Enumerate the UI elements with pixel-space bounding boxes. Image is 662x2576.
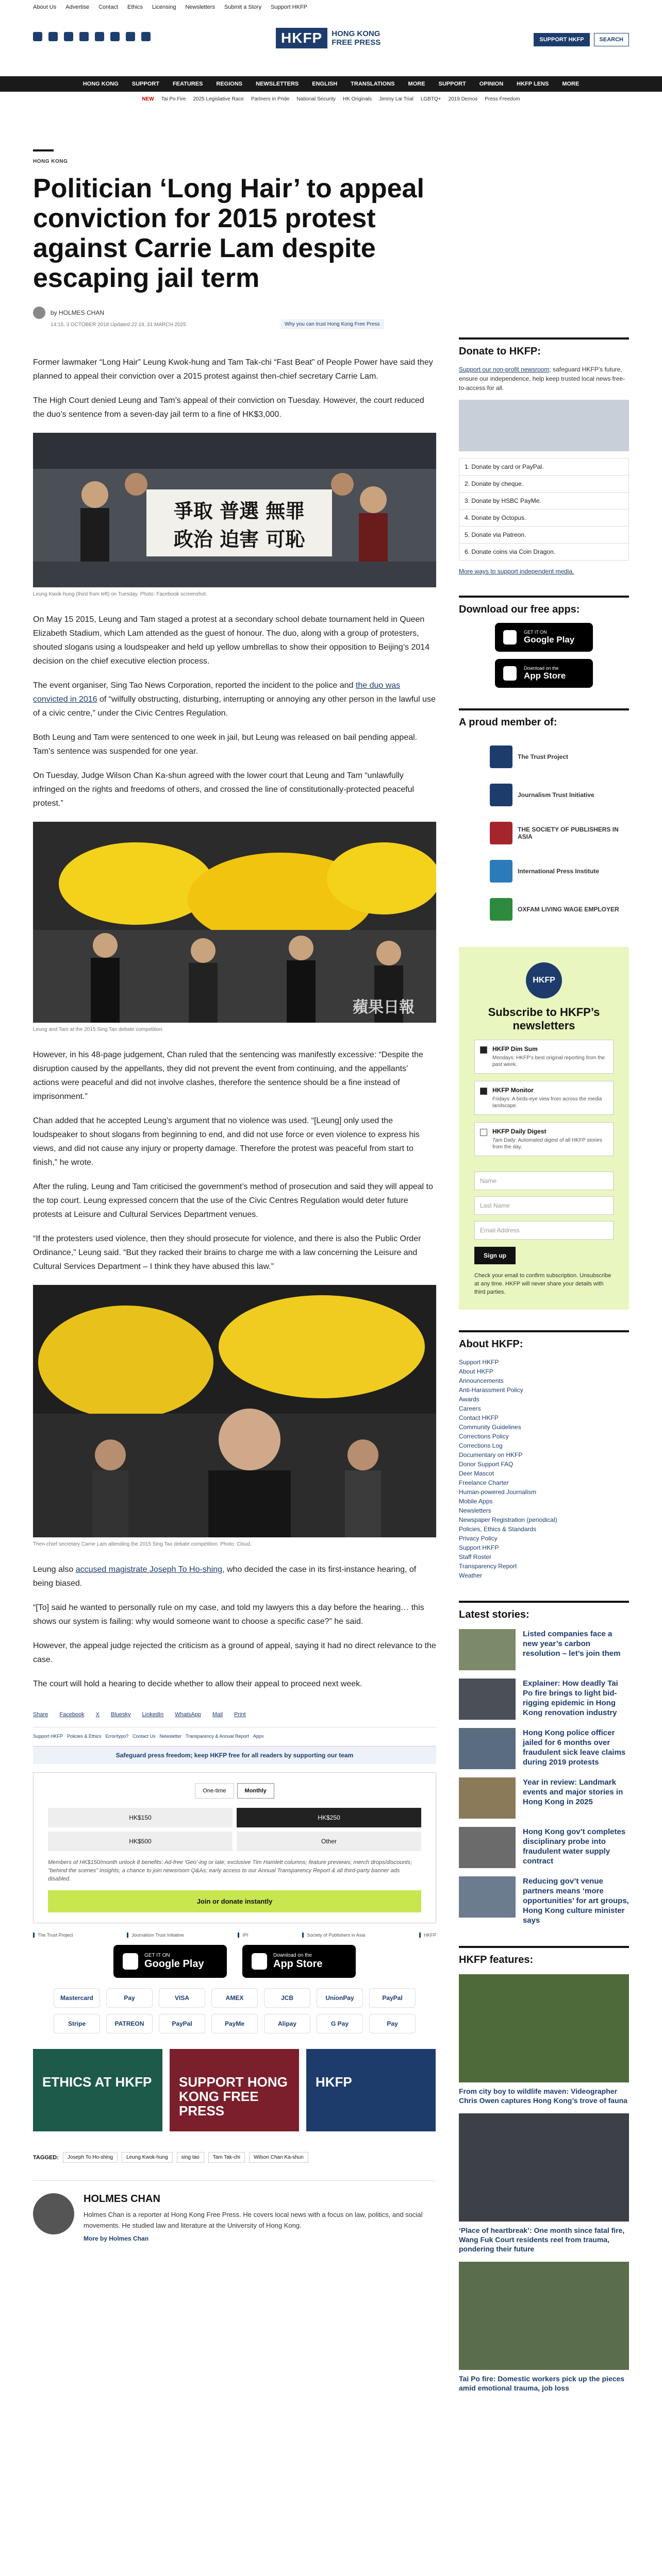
byline <box>33 307 436 319</box>
tag[interactable]: Joseph To Ho-shing <box>63 2152 118 2163</box>
about-link[interactable]: Announcements <box>459 1377 504 1384</box>
latest-story[interactable] <box>459 1629 629 1670</box>
paragraph: However, the appeal judge rejected the criticism as a ground of appeal, saying it had no direct relevance to the case. <box>33 1641 436 1664</box>
about-link[interactable]: Donor Support FAQ <box>459 1461 514 1468</box>
newsletter-box <box>459 947 629 1310</box>
paragraph: However, in his 48-page judgement, Chan ruled that the sentencing was manifestly excessive: “Despite the disruption caused by the appellants, they did not prevent the event from continuing, and the appellants’ actions were peaceful and did not involve clashes, therefore the sentence should be a fine instead of imprisonment.” <box>33 1050 423 1101</box>
author-name[interactable]: by HOLMES CHAN <box>51 309 105 316</box>
share-mail[interactable]: Mail <box>212 1711 223 1718</box>
story-thumb <box>459 1728 516 1769</box>
about-heading: About HKFP: <box>459 1330 629 1350</box>
about-link[interactable]: Newspaper Registration (periodical) <box>459 1516 557 1523</box>
about-link[interactable]: Mobile Apps <box>459 1498 493 1505</box>
member-logo[interactable] <box>459 814 629 852</box>
donate-heading: Donate to HKFP: <box>459 337 629 358</box>
newsletter-desc: 7am Daily: Automated digest of all HKFP stories from the day. <box>492 1138 602 1150</box>
store-small-text: Download on the <box>273 1953 312 1958</box>
promo-title: HKFP <box>316 2074 352 2090</box>
nav-item[interactable]: OPINION <box>479 81 504 87</box>
author-info <box>84 2193 436 2242</box>
promo-title: SUPPORT HONG KONG FREE PRESS <box>179 2074 288 2119</box>
publish-dates: 14:15, 3 OCTOBER 2018 Updated 22:19, 31 MARCH 2025 <box>51 322 186 328</box>
about-links <box>459 1358 629 1580</box>
logo-text: HONG KONG FREE PRESS <box>332 29 381 47</box>
rss-icon[interactable] <box>141 32 151 41</box>
donate-option[interactable]: 5. Donate via Patreon. <box>459 526 629 544</box>
author-bio: Holmes Chan is a reporter at Hong Kong Free Press. He covers local news with a focus on law, politics, and social movements. He studied law and literature at the University of Hong Kong. <box>84 2211 423 2229</box>
x-icon[interactable] <box>48 32 58 41</box>
paragraph: Both Leung and Tam were sentenced to one week in jail, but Leung was released on bail pending appeal. Tam’s sentence was suspended for one year. <box>33 733 418 756</box>
feature-story[interactable] <box>459 2113 629 2253</box>
promo-hkfp[interactable] <box>306 2049 436 2131</box>
membership-note: Members of HK$150/month unlock 8 benefits: Ad-free 'Geo'-ing or late; exclusive Tim Hamlett columns; feature previews; merch drops/discounts; "behind the scenes" insights; a chance to join newsroom Q&As; early access to our Annual Transparency Report & all third-party banner ads disabled. <box>48 1859 412 1882</box>
author-photo <box>33 2193 74 2234</box>
share-x[interactable]: X <box>95 1711 100 1718</box>
linkedin-icon[interactable] <box>110 32 120 41</box>
payment-logo[interactable]: PayPal <box>159 2014 205 2033</box>
share-print[interactable]: Print <box>234 1711 246 1718</box>
member-icon <box>490 860 512 883</box>
apple-icon <box>503 666 517 681</box>
about-link[interactable]: Staff Roster <box>459 1553 492 1561</box>
google-play-icon <box>123 1953 138 1970</box>
tags-label: TAGGED: <box>33 2154 59 2161</box>
member-name: OXFAM LIVING WAGE EMPLOYER <box>518 906 619 913</box>
store-name: Google Play <box>144 1958 204 1970</box>
trust-badge[interactable]: Why you can trust Hong Kong Free Press <box>280 319 384 329</box>
payment-methods <box>33 1988 436 2033</box>
features-heading: HKFP features: <box>459 1946 629 1966</box>
tag[interactable]: sing tao <box>177 2152 204 2163</box>
promo-title: ETHICS AT HKFP <box>42 2074 152 2090</box>
donate-option[interactable]: 3. Donate by HSBC PayMe. <box>459 492 629 510</box>
member-logo[interactable] <box>459 852 629 890</box>
donate-text-link[interactable]: Support our non-profit newsroom <box>459 366 550 373</box>
about-link[interactable]: Documentary on HKFP <box>459 1451 523 1459</box>
story-thumb <box>459 1876 516 1918</box>
newsletter-title: HKFP Dim Sum <box>492 1045 538 1053</box>
share-facebook[interactable]: Facebook <box>59 1711 85 1718</box>
trending-link[interactable]: Press Freedom <box>485 96 520 102</box>
donate-option[interactable]: 1. Donate by card or PayPal. <box>459 458 629 476</box>
paragraph-text: The event organiser, Sing Tao News Corporation, reported the incident to the police and <box>33 681 356 690</box>
photo-caption: Leung Kwok-hung (third from left) on Tuesday. Photo: Facebook screenshot. <box>33 591 207 597</box>
payment-logo[interactable]: AMEX <box>211 1988 258 2008</box>
story-title: Hong Kong gov’t completes disciplinary probe into fraudulent water supply contract <box>523 1827 626 1866</box>
about-link[interactable]: Transparency Report <box>459 1563 517 1570</box>
support-link[interactable]: Support HKFP <box>33 1734 63 1739</box>
support-link[interactable]: Error/typo? <box>105 1734 129 1739</box>
latest-story[interactable] <box>459 1876 629 1925</box>
apps-heading: Download our free apps: <box>459 596 629 616</box>
member-icon <box>490 784 512 806</box>
facebook-icon[interactable] <box>33 32 42 41</box>
amount-option[interactable]: HK$250 <box>237 1808 421 1827</box>
store-small-text: Download on the <box>524 666 559 671</box>
latest-story[interactable] <box>459 1679 629 1720</box>
story-title: Explainer: How deadly Tai Po fire brings to light bid-rigging epidemic in Hong Kong renovation industry <box>523 1679 618 1717</box>
member-logos <box>459 738 629 928</box>
tag[interactable]: Tam Tak-chi <box>208 2152 245 2163</box>
google-play-button[interactable] <box>113 1945 227 1978</box>
paragraph <box>33 679 436 720</box>
payment-logo[interactable]: G Pay <box>317 2014 363 2033</box>
trending-link[interactable]: HK Originals <box>342 96 372 102</box>
nav-item[interactable]: MORE <box>408 81 425 87</box>
trust-badge[interactable]: HKFP <box>419 1933 436 1938</box>
nav-item[interactable]: SUPPORT <box>438 81 466 87</box>
top-links <box>33 4 307 10</box>
site-logo[interactable] <box>276 28 393 48</box>
payment-logo[interactable]: VISA <box>159 1988 205 2008</box>
payment-logo[interactable]: PayMe <box>211 2014 258 2033</box>
title-rule <box>33 149 54 151</box>
trust-badges <box>33 1933 436 1938</box>
donate-options <box>459 458 629 561</box>
support-link[interactable]: Apps <box>253 1734 264 1739</box>
top-link[interactable]: Newsletters <box>185 4 215 10</box>
paragraph-text: , who decided the case in its first-instance hearing, of being biased. <box>33 1565 417 1588</box>
about-link[interactable]: Community Guidelines <box>459 1423 521 1431</box>
photo-leung <box>33 433 436 587</box>
share-linkedin[interactable]: LinkedIn <box>142 1711 164 1718</box>
more-ways-link[interactable]: More ways to support independent media. <box>459 568 574 575</box>
store-name: Google Play <box>524 635 575 645</box>
support-link[interactable]: Transparency & Annual Report <box>186 1734 249 1739</box>
signup-button[interactable]: Sign up <box>474 1247 516 1264</box>
latest-story[interactable] <box>459 1827 629 1868</box>
share-label: Share <box>33 1711 48 1718</box>
donate-option[interactable]: 6. Donate coins via Coin Dragon. <box>459 543 629 561</box>
trending-link[interactable]: National Security <box>296 96 336 102</box>
trust-badge[interactable]: Journalism Trust Initiative <box>127 1933 184 1938</box>
frequency-toggle <box>48 1783 421 1799</box>
join-donate-button[interactable]: Join or donate instantly <box>48 1890 421 1912</box>
feature-story[interactable] <box>459 1974 629 2105</box>
member-icon <box>490 898 512 921</box>
top-link[interactable]: Support HKFP <box>271 4 308 10</box>
author-heading[interactable]: HOLMES CHAN <box>84 2193 160 2205</box>
paragraph: The court will hold a hearing to decide whether to allow their appeal to proceed next week. <box>33 1680 362 1688</box>
payment-logo[interactable]: PayPal <box>369 1988 416 2008</box>
threads-icon[interactable] <box>95 32 104 41</box>
newsletter-heading: Subscribe to HKFP’s newsletters <box>488 1006 600 1032</box>
paragraph: Former lawmaker “Long Hair” Leung Kwok-hung and Tam Tak-chi “Fast Beat” of People Power have said they planned to appeal their conviction over a 2015 protest against then-chief secretary Carrie Lam. <box>33 358 433 381</box>
new-badge: NEW <box>142 96 154 102</box>
sidebar-app-store[interactable] <box>495 659 593 688</box>
donate-text-body: ; safeguard HKFP’s future, ensure our independence, help keep trusted local news free-to-access for all. <box>459 366 625 392</box>
sidebar <box>459 337 629 2393</box>
newsletter-option[interactable] <box>474 1122 614 1156</box>
latest-heading: Latest stories: <box>459 1601 629 1621</box>
story-title: Listed companies face a new year’s carbon resolution – let’s join them <box>523 1630 621 1658</box>
story-title: Year in review: Landmark events and major stories in Hong Kong in 2025 <box>523 1778 623 1806</box>
promo-support[interactable] <box>170 2049 299 2131</box>
article-title: Politician ‘Long Hair’ to appeal conviction for 2015 protest against Carrie Lam despite escaping jail term <box>33 174 424 293</box>
paragraph-text: of “wilfully obstructing, disturbing, interrupting or annoying any other person in the lawful use of a civic centre,” under the Civic Centres Regulation. <box>33 695 436 718</box>
about-link[interactable]: About HKFP <box>459 1368 493 1375</box>
banner-text: 政治 迫害 可恥 <box>173 528 305 551</box>
donate-option[interactable]: 2. Donate by cheque. <box>459 475 629 493</box>
email-input[interactable]: Email Address <box>474 1221 614 1240</box>
paragraph: “[To] said he wanted to personally rule on my case, and told my lawyers this a day before the hearing… this shows our system is failing: why would someone want to choose a specific case?” he said. <box>33 1603 424 1626</box>
google-play-icon <box>503 630 517 645</box>
nav-item[interactable]: ENGLISH <box>312 81 338 87</box>
newsletter-title: HKFP Daily Digest <box>492 1128 547 1135</box>
payment-logo[interactable]: PATREON <box>106 2014 153 2033</box>
more-by-author-link[interactable]: More by Holmes Chan <box>84 2235 149 2242</box>
trust-badge[interactable]: The Trust Project <box>33 1933 73 1938</box>
top-link[interactable]: Ethics <box>127 4 143 10</box>
member-heading: A proud member of: <box>459 708 629 728</box>
magistrate-link[interactable]: accused magistrate Joseph To Ho-shing <box>75 1565 223 1574</box>
nav-item[interactable]: TRANSLATIONS <box>351 81 395 87</box>
latest-stories <box>459 1629 629 1925</box>
newsletter-footnote: Check your email to confirm subscription. Unsubscribe at any time. HKFP will never share your details with third parties. <box>474 1273 611 1295</box>
nav-item[interactable]: FEATURES <box>172 81 203 87</box>
support-link[interactable]: Contact Us <box>133 1734 156 1739</box>
payment-logo[interactable]: UnionPay <box>317 1988 363 2008</box>
nav-item[interactable]: HKFP LENS <box>517 81 549 87</box>
about-link[interactable]: Corrections Log <box>459 1442 503 1449</box>
about-link[interactable]: Support HKFP <box>459 1544 499 1551</box>
trending-link[interactable]: LGBTQ+ <box>420 96 441 102</box>
nav-item[interactable]: HONG KONG <box>82 81 119 87</box>
amount-option[interactable]: HK$150 <box>48 1808 233 1827</box>
amount-option[interactable]: HK$500 <box>48 1832 233 1851</box>
member-icon <box>490 745 512 768</box>
store-name: App Store <box>273 1958 323 1970</box>
trending-link[interactable]: Tai Po Fire <box>161 96 186 102</box>
tag[interactable]: Leung Kwok-hung <box>122 2152 173 2163</box>
about-link[interactable]: Careers <box>459 1405 481 1412</box>
nav-item[interactable]: MORE <box>562 81 580 87</box>
checkbox-icon[interactable] <box>480 1046 487 1054</box>
payment-logo[interactable]: JCB <box>264 1988 310 2008</box>
feature-image <box>459 1974 629 2082</box>
site-header <box>0 0 662 72</box>
photo-carrie-lam <box>33 1285 436 1537</box>
nav-item[interactable]: REGIONS <box>216 81 243 87</box>
about-link[interactable]: Human-powered Journalism <box>459 1488 537 1496</box>
support-links <box>33 1727 436 1739</box>
trending-link[interactable]: Partners in Pride <box>251 96 290 102</box>
feature-title: From city boy to wildlife maven: Videographer Chris Owen captures Hong Kong’s trove of fauna <box>459 2087 627 2105</box>
paragraph: “If the protesters used violence, then they should prosecute for violence, and there is also the Public Order Ordinance,” Leung said. “But they racked their brains to charge me with a law concerning the Leisure and Cultural Services Department – I think they have abused this law.” <box>33 1234 421 1271</box>
support-link[interactable]: Policies & Ethics <box>67 1734 102 1739</box>
author-avatar <box>33 307 45 319</box>
youtube-icon[interactable] <box>79 32 89 41</box>
about-link[interactable]: Newsletters <box>459 1507 491 1514</box>
about-link[interactable]: Policies, Ethics & Standards <box>459 1526 537 1533</box>
payment-logo[interactable]: Pay <box>369 2014 416 2033</box>
member-name: Journalism Trust Initiative <box>518 791 594 799</box>
photo-protest <box>33 822 436 1023</box>
share-bluesky[interactable]: Bluesky <box>111 1711 131 1718</box>
sidebar-google-play[interactable] <box>495 623 593 652</box>
feature-title: Tai Po fire: Domestic workers pick up the pieces amid emotional trauma, job loss <box>459 2375 625 2392</box>
amount-option[interactable]: Other <box>237 1832 421 1851</box>
payment-logo[interactable]: Pay <box>106 1988 153 2008</box>
payment-logo[interactable]: Mastercard <box>54 1988 100 2008</box>
instagram-icon[interactable] <box>64 32 73 41</box>
paragraph: After the ruling, Leung and Tam criticised the government’s method of prosecution and said they will appeal to the top court. Leung expressed concern that the use of the Civic Centres Regulation would deter future protests at Leisure and Cultural Services Department venues. <box>33 1182 433 1219</box>
author-box <box>33 2180 436 2242</box>
donate-option[interactable]: 4. Donate by Octopus. <box>459 509 629 527</box>
checkbox-icon[interactable] <box>480 1129 487 1136</box>
share-whatsapp[interactable]: WhatsApp <box>175 1711 201 1718</box>
store-small-text: GET IT ON <box>144 1953 170 1958</box>
top-link[interactable]: Advertise <box>65 4 90 10</box>
last-name-input[interactable]: Last Name <box>474 1196 614 1215</box>
donate-image <box>459 400 629 451</box>
member-logo[interactable] <box>459 890 629 928</box>
trending-link[interactable]: Jimmy Lai Trial <box>379 96 413 102</box>
story-thumb <box>459 1777 516 1819</box>
trending-link[interactable]: 2019 Demos <box>448 96 478 102</box>
trust-badge[interactable]: IPI <box>238 1933 248 1938</box>
feature-story[interactable] <box>459 2262 629 2393</box>
photo-caption: Leung and Tam at the 2015 Sing Tao debate competition. <box>33 1027 164 1032</box>
category-kicker[interactable]: HONG KONG <box>33 159 68 164</box>
checkbox-icon[interactable] <box>480 1088 487 1095</box>
amount-options <box>48 1808 421 1851</box>
newsletter-title: HKFP Monitor <box>492 1087 534 1094</box>
story-thumb <box>459 1827 516 1868</box>
payment-logo[interactable]: Alipay <box>264 2014 310 2033</box>
store-small-text: GET IT ON <box>524 630 547 635</box>
safeguard-banner[interactable]: Safeguard press freedom; keep HKFP free for all readers by supporting our team <box>33 1746 436 1764</box>
feature-image <box>459 2113 629 2222</box>
member-name: The Trust Project <box>518 753 569 760</box>
support-link[interactable]: Newsletter <box>159 1734 182 1739</box>
app-store-button[interactable] <box>242 1945 356 1978</box>
about-link[interactable]: Contact HKFP <box>459 1414 499 1421</box>
nav-item[interactable]: NEWSLETTERS <box>256 81 299 87</box>
name-input[interactable]: Name <box>474 1172 614 1190</box>
search-button[interactable]: SEARCH <box>594 33 629 46</box>
paragraph: Chan added that he accepted Leung’s argument that no violence was used. “[Leung] only used the loudspeaker to shout slogans from beginning to end, and did not use force or even violence to express his views, and did not cause any injury or property damage. Therefore the protest was peaceful from start to finish,” he wrote. <box>33 1116 420 1167</box>
share-bar <box>33 1711 436 1718</box>
bluesky-icon[interactable] <box>126 32 135 41</box>
paragraph-text: Leung also <box>33 1565 76 1574</box>
one-time-tab[interactable]: One-time <box>195 1783 234 1799</box>
promo-ethics[interactable] <box>33 2049 162 2131</box>
feature-title: ‘Place of heartbreak’: One month since fatal fire, Wang Fuk Court residents reel from trauma, pondering their future <box>459 2226 625 2253</box>
latest-story[interactable] <box>459 1728 629 1769</box>
payment-logo[interactable]: Stripe <box>54 2014 100 2033</box>
trending-link[interactable]: 2025 Legislative Race <box>193 96 244 102</box>
paragraph: On Tuesday, Judge Wilson Chan Ka-shun agreed with the lower court that Leung and Tam “unlawfully infringed on the rights and freedoms of others, and crossed the line of constitutionally-protected peaceful protest.” <box>33 771 415 808</box>
member-name: THE SOCIETY OF PUBLISHERS IN ASIA <box>518 826 619 840</box>
about-link[interactable]: Corrections Policy <box>459 1433 509 1440</box>
header-buttons <box>534 33 629 46</box>
logo-mark: HKFP <box>276 28 327 48</box>
about-link[interactable]: Awards <box>459 1396 479 1403</box>
latest-story[interactable] <box>459 1777 629 1819</box>
story-thumb <box>459 1629 516 1670</box>
article <box>33 149 436 2242</box>
paragraph: On May 15 2015, Leung and Tam staged a protest at a secondary school debate tournament held in Queen Elizabeth Stadium, which Lam attended as the guest of honour. The duo, along with a group of protesters, shouted slogans using a loudspeaker and held up yellow umbrellas to show their opposition to Beijing’s 2014 decision on the chief executive election process. <box>33 615 430 666</box>
photo-watermark: 蘋果日報 <box>353 998 415 1016</box>
about-link[interactable]: Privacy Policy <box>459 1535 498 1542</box>
promo-tiles <box>33 2049 436 2131</box>
member-icon <box>490 822 512 844</box>
top-link[interactable]: Licensing <box>152 4 176 10</box>
story-thumb <box>459 1679 516 1720</box>
social-icons <box>33 32 151 41</box>
newsletter-option[interactable] <box>474 1081 614 1115</box>
newsletter-desc: Mondays: HKFP’s best original reporting from the past week. <box>492 1055 605 1067</box>
member-logo[interactable] <box>459 776 629 814</box>
newsletter-option[interactable] <box>474 1040 614 1074</box>
newsletter-desc: Fridays: A birds-eye view from across the media landscape. <box>492 1096 602 1109</box>
nav-item[interactable]: SUPPORT <box>131 81 159 87</box>
about-link[interactable]: Deer Mascot <box>459 1470 494 1477</box>
top-link[interactable]: Contact <box>98 4 119 10</box>
apple-icon <box>252 1953 267 1970</box>
support-button[interactable]: SUPPORT HKFP <box>534 33 589 46</box>
tag-list <box>33 2152 436 2163</box>
main-nav <box>0 76 662 92</box>
story-title: Hong Kong police officer jailed for 6 months over fraudulent sick leave claims during 2019 protests <box>523 1728 626 1767</box>
top-link[interactable]: Submit a Story <box>224 4 262 10</box>
about-link[interactable]: Freelance Charter <box>459 1479 509 1486</box>
trust-badge[interactable]: Society of Publishers in Asia <box>302 1933 365 1938</box>
member-name: International Press Institute <box>518 868 600 875</box>
conviction-link[interactable]: the duo was convicted in 2016 <box>33 681 401 704</box>
donate-widget <box>33 1772 436 1923</box>
about-link[interactable]: Support HKFP <box>459 1359 499 1366</box>
top-link[interactable]: About Us <box>33 4 57 10</box>
story-title: Reducing gov’t venue partners means ‘more opportunities’ for art groups, Hong Kong culture minister says <box>523 1877 629 1925</box>
photo-caption: Then-chief secretary Carrie Lam attending the 2015 Sing Tao debate competition. Photo: Cloud. <box>33 1541 252 1547</box>
banner-text: 爭取 普選 無罪 <box>173 500 305 522</box>
member-logo[interactable] <box>459 738 629 776</box>
tag[interactable]: Wilson Chan Ka-shun <box>249 2152 308 2163</box>
newsletter-logo: HKFP <box>526 962 562 998</box>
about-link[interactable]: Anti-Harassment Policy <box>459 1386 523 1394</box>
store-name: App Store <box>524 671 566 681</box>
app-store-badges <box>33 1945 436 1978</box>
donate-text <box>459 365 629 393</box>
paragraph <box>33 1563 436 1590</box>
trending-nav <box>0 93 662 105</box>
monthly-tab[interactable]: Monthly <box>237 1783 274 1799</box>
feature-image <box>459 2262 629 2370</box>
about-link[interactable]: Weather <box>459 1572 483 1579</box>
paragraph: The High Court denied Leung and Tam’s appeal of their conviction on Tuesday. However, the court reduced the duo’s sentence from a seven-day jail term to a fine of HK$3,000. <box>33 396 424 419</box>
